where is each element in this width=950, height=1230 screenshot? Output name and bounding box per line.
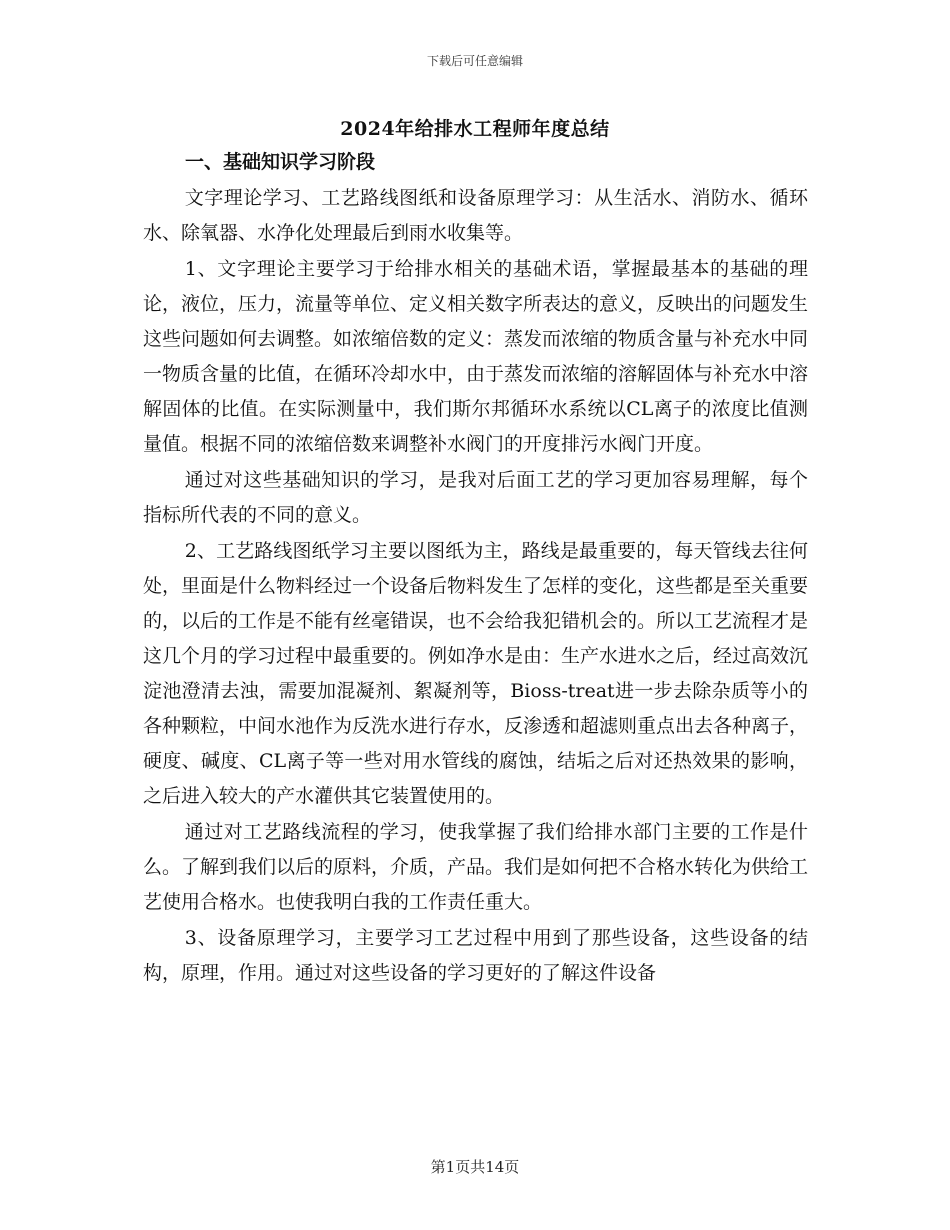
paragraph-intro: 文字理论学习、工艺路线图纸和设备原理学习：从生活水、消防水、循环水、除氧器、水净化处理最后到雨水收集等。 xyxy=(143,187,808,244)
document-body xyxy=(143,143,808,992)
document-title: 2024年给排水工程师年度总结 xyxy=(340,118,610,140)
section-heading: 一、基础知识学习阶段 xyxy=(185,151,376,173)
paragraph-theory-summary: 通过对这些基础知识的学习，是我对后面工艺的学习更加容易理解，每个指标所代表的不同的意义。 xyxy=(143,469,808,526)
page-number: 第1页共14页 xyxy=(430,1158,520,1176)
paragraph-process-drawings: 2、工艺路线图纸学习主要以图纸为主，路线是最重要的，每天管线去往何处，里面是什么物料经过一个设备后物料发生了怎样的变化，这些都是至关重要的，以后的工作是不能有丝毫错误，也不会给我犯错机会的。所以工艺流程才是这几个月的学习过程中最重要的。例如净水是由：生产水进水之后，经过高效沉淀池澄清去浊，需要加混凝剂、絮凝剂等，Bioss-treat进一步去除杂质等小的各种颗粒，中间水池作为反洗水进行存水，反渗透和超滤则重点出去各种离子，硬度、碱度、CL离子等一些对用水管线的腐蚀，结垢之后对还热效果的影响，之后进入较大的产水灌供其它装置使用的。 xyxy=(143,540,809,807)
paragraph-theory: 1、文字理论主要学习于给排水相关的基础术语，掌握最基本的基础的理论，液位，压力，流量等单位、定义相关数字所表达的意义，反映出的问题发生这些问题如何去调整。如浓缩倍数的定义：蒸发而浓缩的物质含量与补充水中同一物质含量的比值，在循环冷却水中，由于蒸发而浓缩的溶解固体与补充水中溶解固体的比值。在实际测量中，我们斯尔邦循环水系统以CL离子的浓度比值测量值。根据不同的浓缩倍数来调整补水阀门的开度排污水阀门开度。 xyxy=(143,258,809,455)
paragraph-equipment: 3、设备原理学习，主要学习工艺过程中用到了那些设备，这些设备的结构，原理，作用。通过对这些设备的学习更好的了解这件设备 xyxy=(143,927,808,984)
page-header-note: 下载后可任意编辑 xyxy=(426,54,523,68)
paragraph-process-summary: 通过对工艺路线流程的学习，使我掌握了我们给排水部门主要的工作是什么。了解到我们以后的原料，介质，产品。我们是如何把不合格水转化为供给工艺使用合格水。也使我明白我的工作责任重大。 xyxy=(143,821,809,913)
